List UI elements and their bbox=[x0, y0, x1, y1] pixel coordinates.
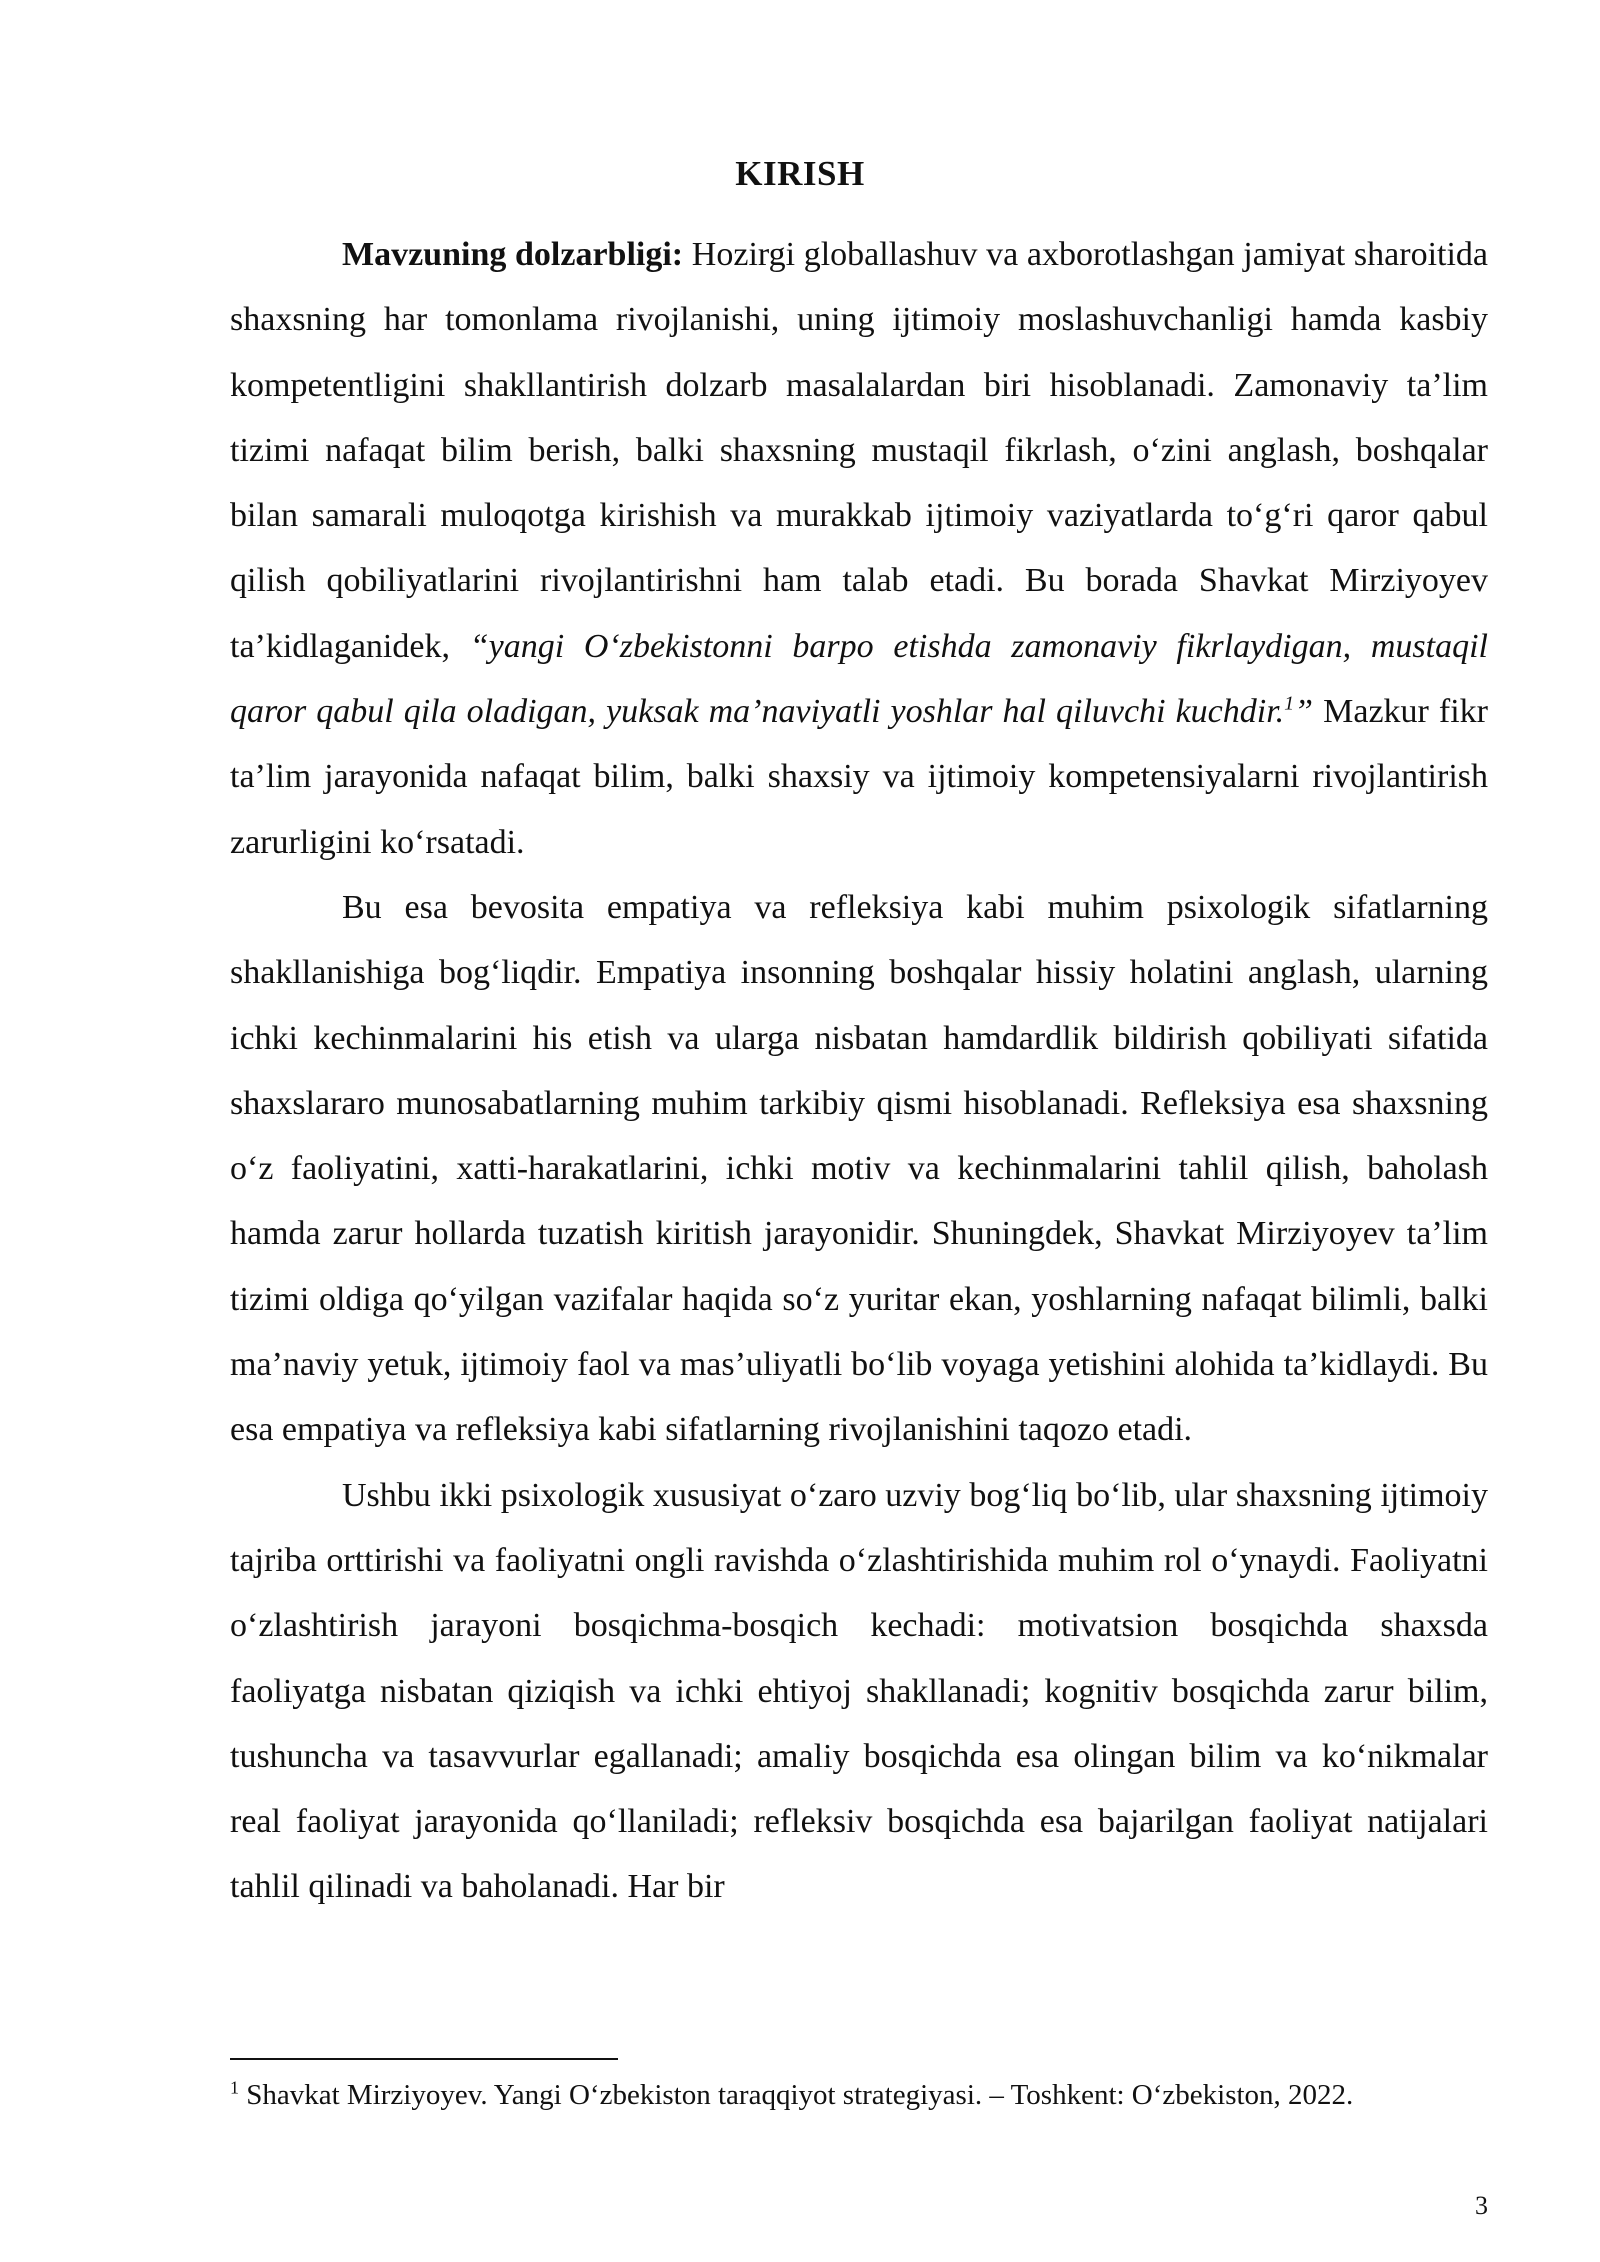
paragraph-lead: Mavzuning dolzarbligi: bbox=[342, 236, 684, 273]
paragraph-1-text: Hozirgi globallashuv va axborotlashgan jamiyat sharoitida shaxsning har tomonlama rivojlanishi, uning ijtimoiy moslashuvchanligi hamda kasbiy kompetentligini shakllantirish dolzarb masalalardan biri hisoblanadi. Zamonaviy ta’lim tizimi nafaqat bilim berish, balki shaxsning mustaqil fikrlash, o‘zini anglash, boshqalar bilan samarali muloqotga kirishish va murakkab ijtimoiy vaziyatlarda to‘g‘ri qaror qabul qilish qobiliyatlarini rivojlantirishni ham talab etadi. Bu borada Shavkat Mirziyoyev ta’kidlaganidek, bbox=[230, 236, 1488, 665]
body-text bbox=[230, 222, 1488, 1920]
page-number: 3 bbox=[1475, 2191, 1488, 2220]
page-heading: KIRISH bbox=[735, 154, 865, 193]
paragraph-1-continuation: Mazkur fikr ta’lim jarayonida nafaqat bilim, balki shaxsiy va ijtimoiy kompetensiyalarni rivojlantirish zarurligini ko‘rsatadi. bbox=[230, 693, 1488, 861]
footnote-mark: 1 bbox=[230, 2077, 239, 2098]
quote-text: “yangi O‘zbekistonni barpo etishda zamonaviy fikrlaydigan, mustaqil qaror qabul qila oladigan, yuksak ma’naviyatli yoshlar hal qiluvchi kuchdir. bbox=[230, 627, 1488, 731]
paragraph-2: Bu esa bevosita empatiya va refleksiya kabi muhim psixologik sifatlarning shakllanishiga bog‘liqdir. Empatiya insonning boshqalar hissiy holatini anglash, ularning ichki kechinmalarini his etish va ularga nisbatan hamdardlik bildirish qobiliyati sifatida shaxslararo munosabatlarning muhim tarkibiy qismi hisoblanadi. Refleksiya esa shaxsning o‘z faoliyatini, xatti-harakatlarini, ichki motiv va kechinmalarini tahlil qilish, baholash hamda zarur hollarda tuzatish kiritish jarayonidir. Shuningdek, Shavkat Mirziyoyev ta’lim tizimi oldiga qo‘yilgan vazifalar haqida so‘z yuritar ekan, yoshlarning nafaqat bilimli, balki ma’naviy yetuk, ijtimoiy faol va mas’uliyatli bo‘lib voyaga yetishini alohida ta’kidlaydi. Bu esa empatiya va refleksiya kabi sifatlarning rivojlanishini taqozo etadi. bbox=[230, 888, 1488, 1449]
footnote-text: Shavkat Mirziyoyev. Yangi O‘zbekiston taraqqiyot strategiyasi. – Toshkent: O‘zbekiston, 2022. bbox=[239, 2079, 1354, 2111]
footnote-reference[interactable]: 1 bbox=[1284, 692, 1295, 715]
paragraph-3: Ushbu ikki psixologik xususiyat o‘zaro uzviy bog‘liq bo‘lib, ular shaxsning ijtimoiy tajriba orttirishi va faoliyatni ongli ravishda o‘zlashtirishida muhim rol o‘ynaydi. Faoliyatni o‘zlashtirish jarayoni bosqichma-bosqich kechadi: motivatsion bosqichda shaxsda faoliyatga nisbatan qiziqish va ichki ehtiyoj shakllanadi; kognitiv bosqichda zarur bilim, tushuncha va tasavvurlar egallanadi; amaliy bosqichda esa olingan bilim va ko‘nikmalar real faoliyat jarayonida qo‘llaniladi; refleksiv bosqichda esa bajarilgan faoliyat natijalari tahlil qilinadi va baholanadi. Har bir bbox=[230, 1476, 1488, 1906]
footnote bbox=[230, 2076, 1488, 2114]
paragraph-1 bbox=[230, 222, 1488, 875]
footnote-separator bbox=[230, 2058, 618, 2060]
quote-close: ” bbox=[1294, 693, 1314, 731]
